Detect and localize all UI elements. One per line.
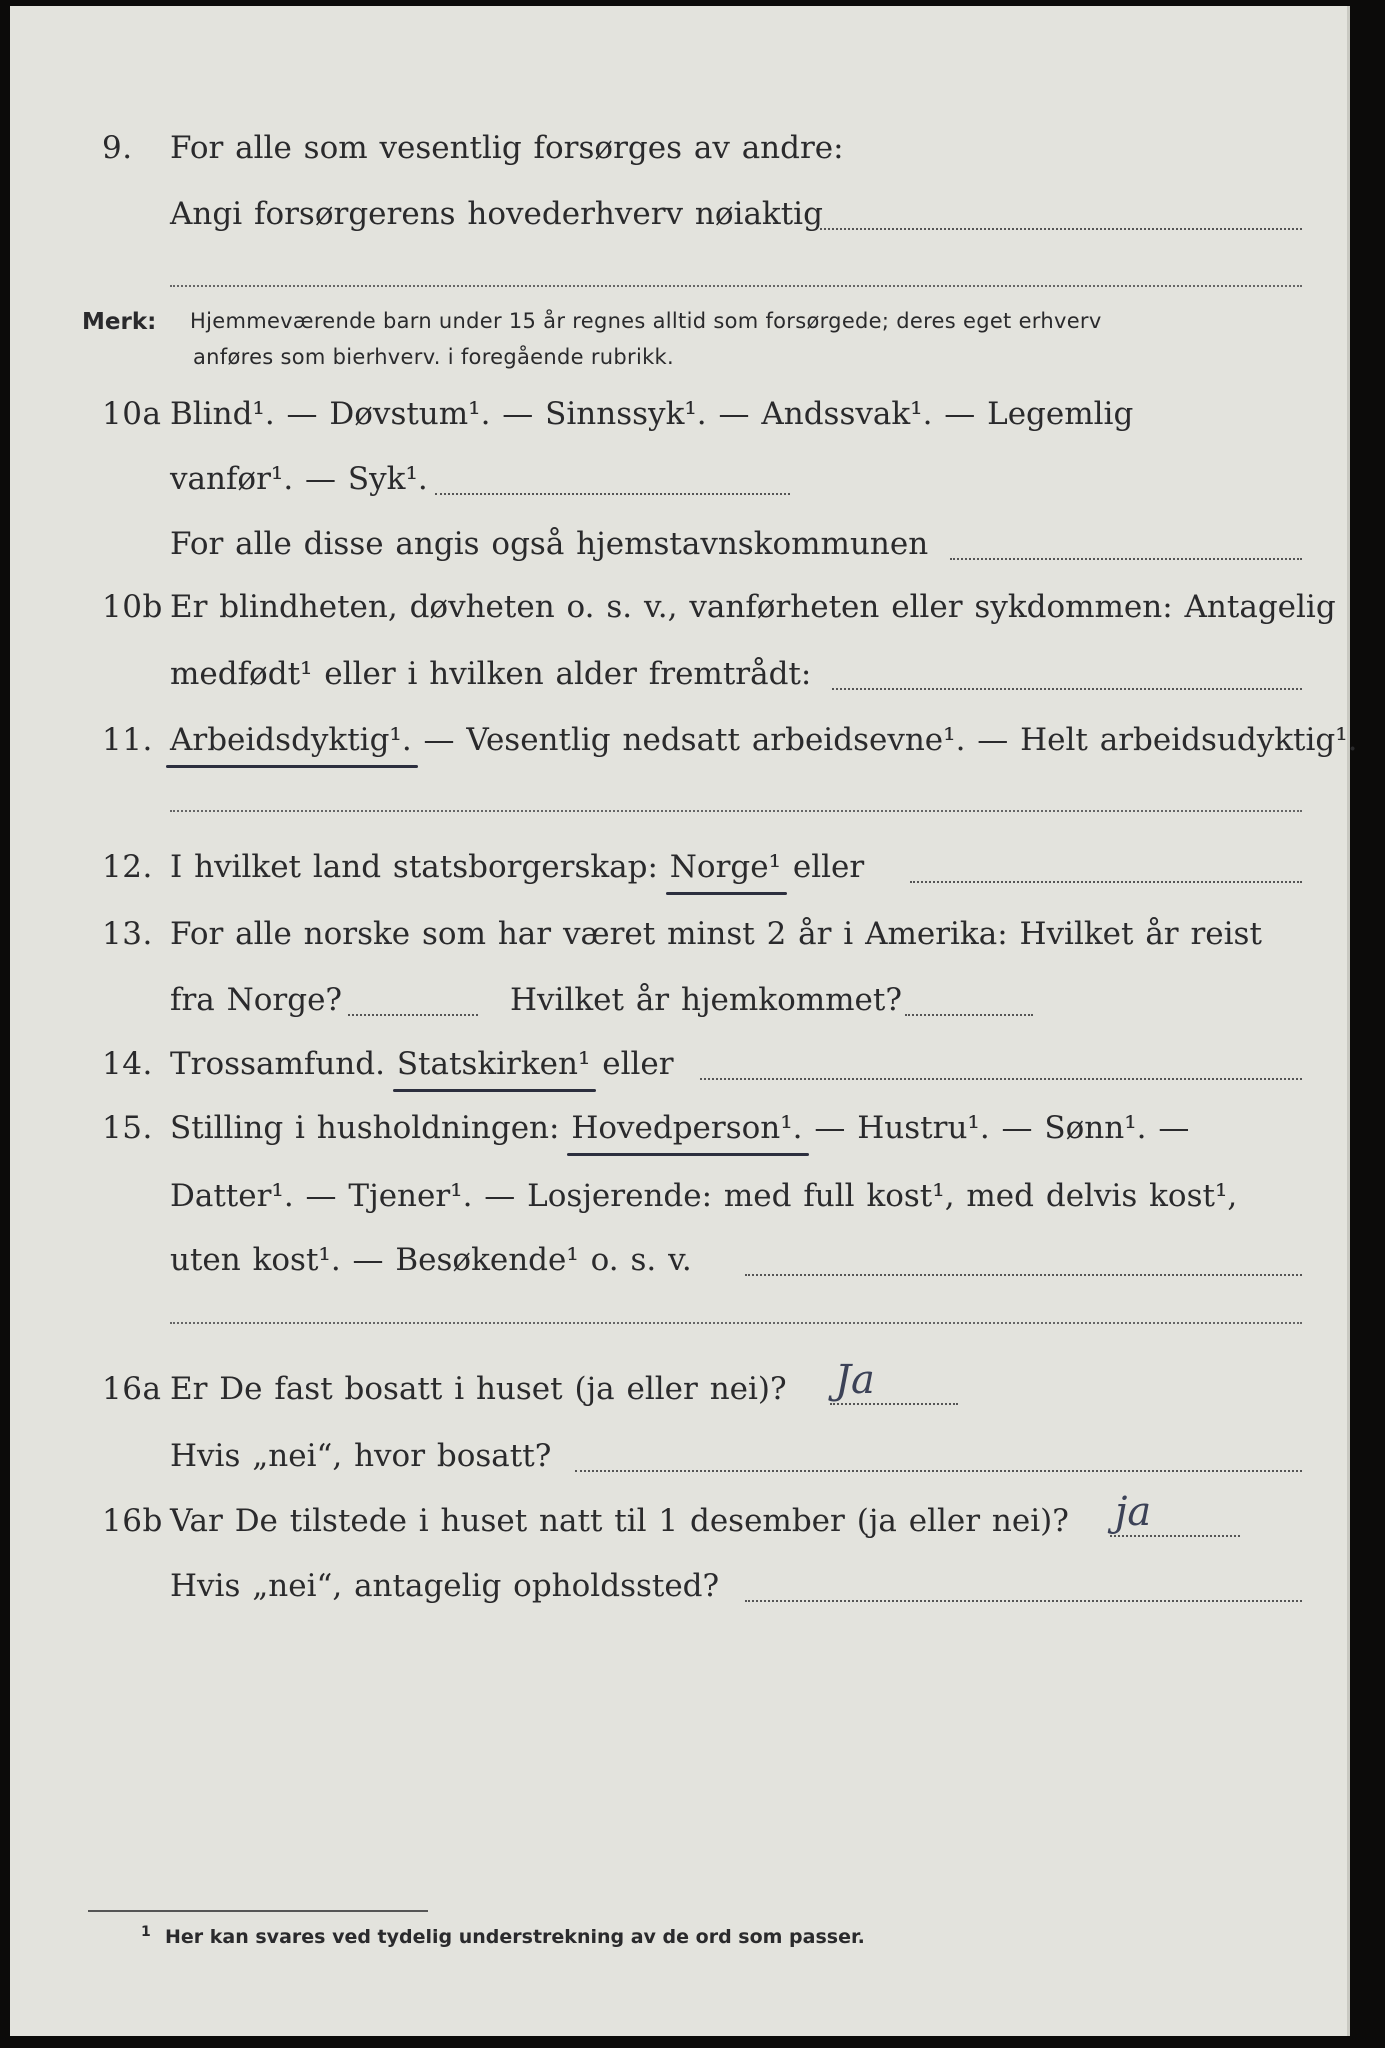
answer-line	[745, 1274, 1302, 1276]
answer-line	[830, 1403, 958, 1405]
question-text: uten kost¹. — Besøkende¹ o. s. v.	[170, 1242, 692, 1278]
question-text: Er blindheten, døvheten o. s. v., vanførheten eller sykdommen: Antagelig	[170, 589, 1336, 625]
question-text-prefix: Trossamfund.	[170, 1046, 397, 1082]
question-16b	[10, 1489, 1350, 1549]
question-9-line2	[10, 196, 1350, 242]
question-number: 12.	[102, 849, 153, 885]
census-form-page	[10, 6, 1358, 2036]
question-10a-line3	[10, 526, 1350, 572]
question-14	[10, 1046, 1350, 1092]
question-number: 16a	[102, 1371, 162, 1407]
question-text-suffix: — Hustru¹. — Sønn¹. —	[802, 1110, 1190, 1146]
answer-line	[905, 1014, 1033, 1016]
blank-rule	[170, 285, 1302, 287]
question-12	[10, 849, 1350, 895]
answer-line	[950, 558, 1302, 560]
question-16b-line2	[10, 1568, 1350, 1614]
question-number: 14.	[102, 1046, 153, 1082]
handwritten-answer: Ja	[835, 1357, 875, 1403]
note-label: Merk:	[82, 309, 157, 335]
question-text-prefix: I hvilket land statsborgerskap:	[170, 849, 670, 885]
question-text: For alle som vesentlig forsørges av andre:	[170, 130, 844, 166]
question-16a	[10, 1357, 1350, 1417]
answer-line	[745, 1600, 1302, 1602]
question-text: vanfør¹. — Syk¹.	[170, 461, 428, 497]
question-text: Angi forsørgerens hovederhverv nøiaktig	[170, 196, 823, 232]
note-text: Hjemmeværende barn under 15 år regnes alltid som forsørgede; deres eget erhverv	[190, 309, 1102, 333]
question-10b	[10, 589, 1350, 635]
question-text: Hvilket år hjemkommet?	[510, 982, 902, 1018]
question-10b-line2	[10, 656, 1350, 702]
question-15-line2	[10, 1178, 1350, 1224]
question-text	[170, 849, 864, 885]
footnote	[141, 1924, 865, 1948]
question-number: 11.	[102, 722, 153, 758]
question-text: Datter¹. — Tjener¹. — Losjerende: med full kost¹, med delvis kost¹,	[170, 1178, 1238, 1214]
question-text: Hvis „nei“, antagelig opholdssted?	[170, 1568, 720, 1604]
footnote-mark: 1	[141, 1924, 151, 1940]
question-text: medfødt¹ eller i hvilken alder fremtrådt:	[170, 656, 812, 692]
question-9	[10, 130, 1350, 176]
question-text	[170, 1110, 1189, 1146]
answer-line	[820, 228, 1302, 230]
question-number: 16b	[102, 1503, 163, 1539]
question-text-suffix: eller	[781, 849, 865, 885]
note-text: anføres som bierhverv. i foregående rubrikk.	[193, 345, 674, 369]
underlined-answer: Arbeidsdyktig¹.	[170, 722, 412, 758]
question-text: For alle norske som har været minst 2 år i Amerika: Hvilket år reist	[170, 916, 1262, 952]
question-text: Hvis „nei“, hvor bosatt?	[170, 1438, 552, 1474]
question-number: 9.	[102, 130, 133, 166]
question-text	[170, 722, 1358, 758]
underlined-answer: Norge¹	[669, 849, 782, 885]
question-10a	[10, 396, 1350, 442]
question-13-line2	[10, 982, 1350, 1028]
question-text: Er De fast bosatt i huset (ja eller nei)?	[170, 1371, 787, 1407]
answer-line	[348, 1014, 478, 1016]
question-text: fra Norge?	[170, 982, 343, 1018]
question-text: Blind¹. — Døvstum¹. — Sinnssyk¹. — Andssvak¹. — Legemlig	[170, 396, 1134, 432]
answer-line	[435, 493, 790, 495]
question-13	[10, 916, 1350, 962]
question-text: For alle disse angis også hjemstavnskommunen	[170, 526, 929, 562]
question-15	[10, 1110, 1350, 1156]
answer-line	[700, 1078, 1302, 1080]
question-number: 15.	[102, 1110, 153, 1146]
handwritten-answer: ja	[1115, 1489, 1152, 1535]
question-text-rest: — Vesentlig nedsatt arbeidsevne¹. — Helt arbeidsudyktig¹.	[411, 722, 1358, 758]
question-text: Var De tilstede i huset natt til 1 desember (ja eller nei)?	[170, 1503, 1069, 1539]
question-10a-line2	[10, 461, 1350, 507]
question-text-prefix: Stilling i husholdningen:	[170, 1110, 572, 1146]
underlined-answer: Statskirken¹	[396, 1046, 591, 1082]
question-number: 10a	[102, 396, 162, 432]
answer-line	[832, 688, 1302, 690]
question-15-line3	[10, 1242, 1350, 1288]
answer-line	[575, 1470, 1302, 1472]
question-number: 10b	[102, 589, 163, 625]
question-number: 13.	[102, 916, 153, 952]
underlined-answer: Hovedperson¹.	[571, 1110, 803, 1146]
question-text	[170, 1046, 674, 1082]
footnote-text: Her kan svares ved tydelig understrekning av de ord som passer.	[165, 1926, 865, 1948]
note-block	[10, 309, 1350, 379]
footnote-divider	[88, 1910, 428, 1912]
blank-rule	[170, 810, 1302, 812]
question-11	[10, 722, 1358, 768]
answer-line	[910, 881, 1302, 883]
question-text-suffix: eller	[590, 1046, 674, 1082]
blank-rule	[170, 1322, 1302, 1324]
answer-line	[1110, 1535, 1240, 1537]
question-16a-line2	[10, 1438, 1350, 1484]
